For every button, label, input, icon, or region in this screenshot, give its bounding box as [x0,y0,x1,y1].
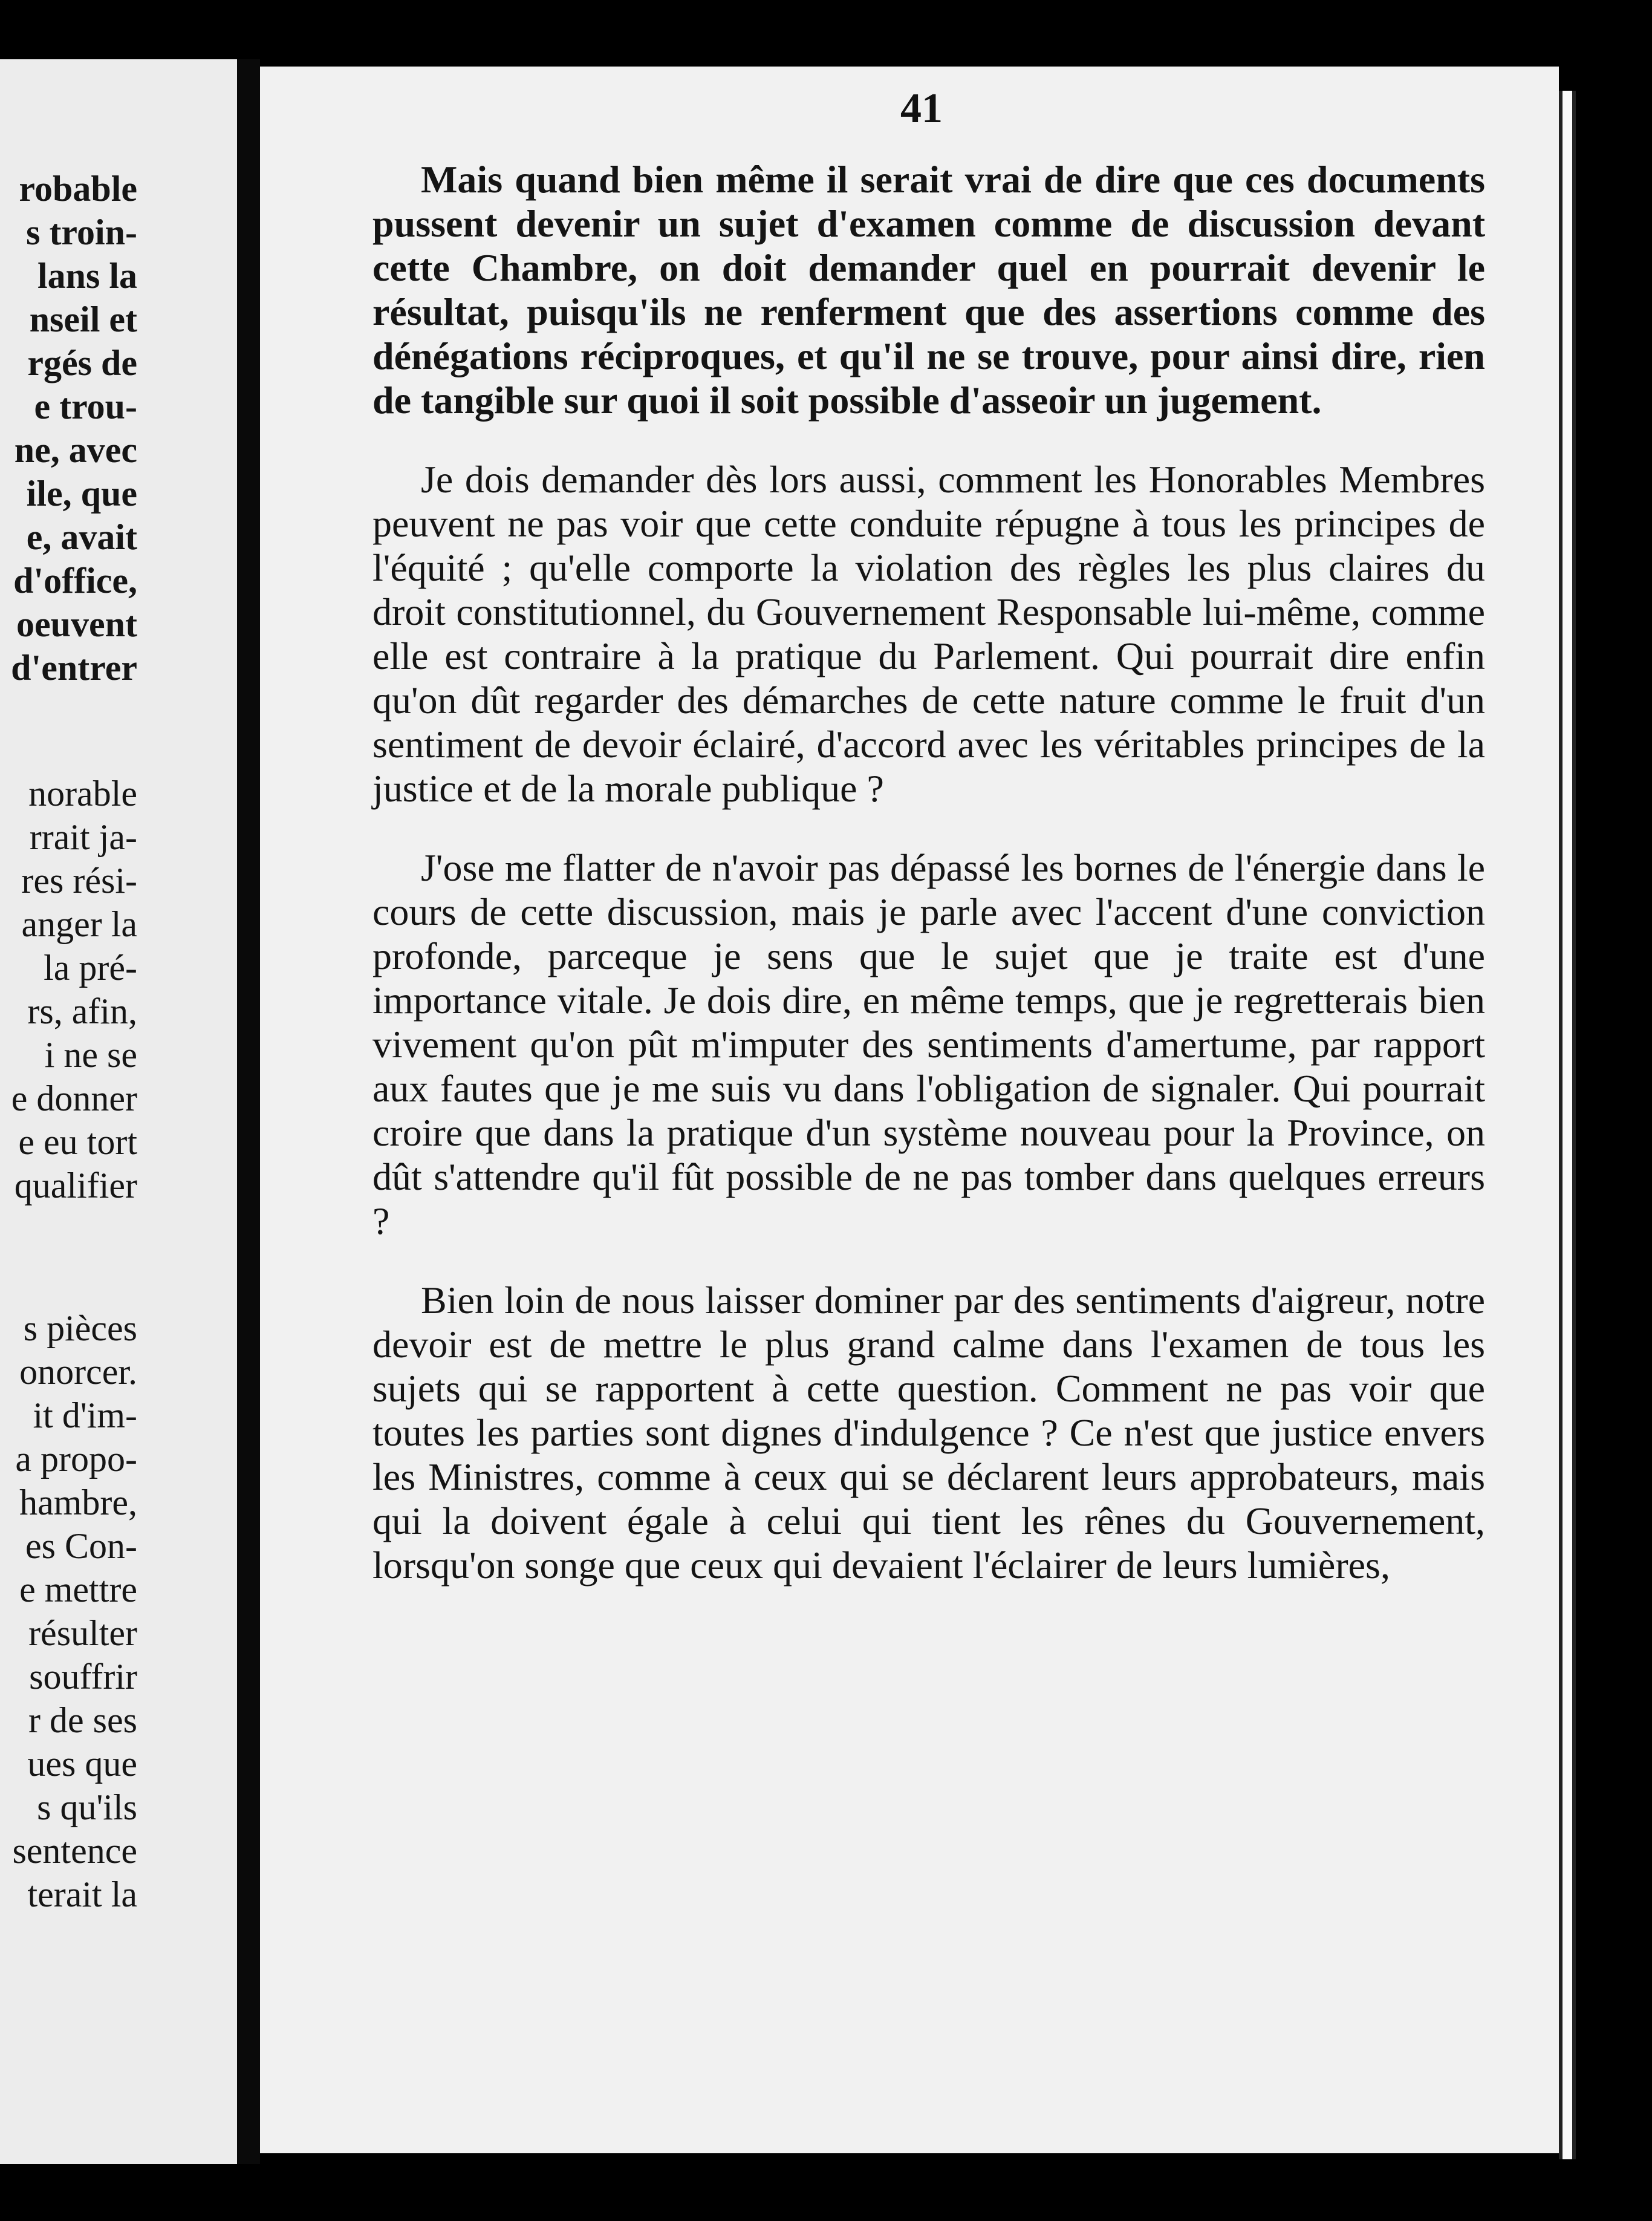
left-page-fragment: nseil et [29,299,137,339]
left-page-fragment: e eu tort [18,1122,137,1162]
left-page-fragment: sentence [12,1831,137,1871]
left-page-fragment: e donner [11,1078,137,1118]
left-page-fragment: rgés de [27,343,137,383]
left-page-fragment: it d'im- [33,1395,137,1435]
left-page-fragment: norable [28,774,137,814]
left-page-fragment: res rési- [21,861,137,901]
left-page-fragment: s pièces [23,1308,137,1348]
left-page-fragment: i ne se [44,1035,137,1075]
left-page-fragment: e trou- [34,386,137,426]
left-page-fragment: es Con- [25,1526,137,1566]
left-page-fragment: onorcer. [19,1352,137,1392]
left-page-fragment: oeuvent [16,604,137,644]
left-page-fragment: d'entrer [11,648,137,688]
left-page-fragment: d'office, [13,561,137,601]
paragraph: Mais quand bien même il serait vrai de dire que ces documents pussent devenir un sujet d'examen comme de discussion devant cette Chambre, on doit demander quel en pourrait devenir le résultat, puisqu'ils ne renferment que des assertions comme des dénégations réciproques, et qu'il ne se trouve, pour ainsi dire, rien de tangible sur quoi il soit possible d'asseoir un jugement. [372,158,1485,422]
left-page-fragment: anger la [21,904,137,944]
left-page-fragment: souffrir [29,1657,137,1697]
left-page-fragment: ues que [27,1744,137,1784]
left-page-fragment: e, avait [26,517,137,557]
left-page-fragment: ile, que [26,474,137,514]
left-page-fragment: a propo- [15,1439,137,1479]
left-page-fragment: ne, avec [14,430,137,470]
left-page-fragment: rrait ja- [29,817,137,857]
page-edge [1559,91,1576,2159]
left-page-fragment: s qu'ils [37,1787,137,1827]
facing-page-left [0,59,237,2164]
paragraph: Je dois demander dès lors aussi, comment les Honorables Membres peuvent ne pas voir que cette conduite répugne à tous les principes de l'équité ; qu'elle comporte la violation des règles les plus claires du droit constitutionnel, du Gouvernement Responsable lui-même, comme elle est contraire à la pratique du Parlement. Qui pourrait dire enfin qu'on dût regarder des démarches de cette nature comme le fruit d'un sentiment de devoir éclairé, d'accord avec les véritables principes de la justice et de la morale publique ? [372,458,1485,810]
page-body [372,157,1485,1622]
left-page-fragment: hambre, [19,1482,137,1522]
left-page-fragment: terait la [27,1874,137,1914]
left-page-fragment: robable [19,169,137,209]
left-page-fragment: lans la [37,256,137,296]
page-right [260,67,1559,2153]
left-page-fragment: rs, afin, [27,991,137,1031]
left-page-fragment: s troin- [26,212,137,252]
left-page-fragment: r de ses [28,1700,137,1740]
left-page-fragment: la pré- [44,948,137,988]
book-gutter [237,59,260,2164]
left-page-fragment: résulter [28,1613,137,1653]
paragraph: J'ose me flatter de n'avoir pas dépassé les bornes de l'énergie dans le cours de cette discussion, mais je parle avec l'accent d'une conviction profonde, parceque je sens que le sujet que je traite est d'une importance vitale. Je dois dire, en même temps, que je regretterais bien vivement qu'on pût m'imputer des sentiments d'amertume, par rapport aux fautes que je me suis vu dans l'obligation de signaler. Qui pourrait croire que dans la pratique d'un système nouveau pour la Province, on dût s'attendre qu'il fût possible de ne pas tomber dans quelques erreurs ? [372,846,1485,1242]
left-page-fragment: e mettre [19,1570,137,1609]
paragraph: Bien loin de nous laisser dominer par des sentiments d'aigreur, notre devoir est de mettre le plus grand calme dans l'examen de tous les sujets qui se rapportent à cette question. Comment ne pas voir que toutes les parties sont dignes d'indulgence ? Ce n'est que justice envers les Ministres, comme à ceux qui se déclarent leurs approbateurs, mais qui la doivent égale à celui qui tient les rênes du Gouvernement, lorsqu'on songe que ceux qui devaient l'éclairer de leurs lumières, [372,1279,1485,1587]
page-number: 41 [900,85,943,132]
left-page-fragment: qualifier [14,1166,137,1205]
